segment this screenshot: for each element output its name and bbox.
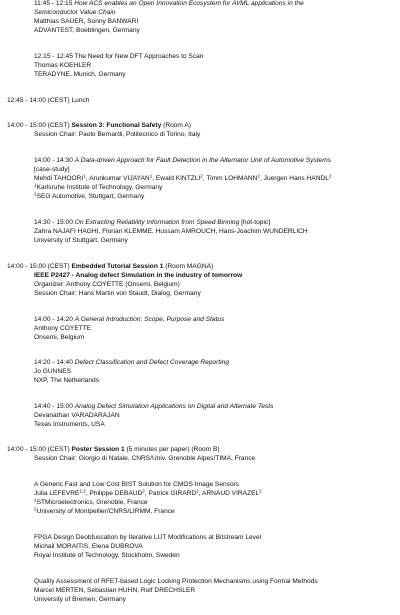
- program-line: [34, 53, 203, 61]
- affiliation-marker: 2: [200, 173, 203, 179]
- line-text: Anthony COYETTE: [34, 325, 92, 332]
- program-line: [34, 543, 143, 551]
- program-line: [34, 508, 175, 516]
- line-text: Mehdi TAHOORI: [34, 175, 84, 182]
- program-line: [34, 18, 138, 26]
- program-line: [34, 219, 270, 227]
- affiliation-marker: 1: [34, 182, 37, 188]
- line-text: Devanathan VARADARAJAN: [34, 412, 120, 419]
- line-text: (5 minutes per paper) (Room B): [124, 446, 220, 453]
- program-line: [34, 131, 200, 139]
- program-line: [34, 0, 304, 8]
- line-text: A Data-driven Approach for Fault Detection in the Alternator Unit of Automotive Systems: [74, 157, 331, 164]
- program-line: [7, 263, 213, 271]
- program-line: [34, 62, 91, 70]
- line-text: ADVANTEST, Boeblingen, Germany: [34, 27, 140, 34]
- line-text: 14:00 - 15:00 (CEST): [7, 263, 72, 270]
- affiliation-marker: 2: [34, 191, 37, 197]
- program-line: [34, 421, 105, 429]
- line-text: Defect Classification and Defect Coverage Reporting: [74, 359, 230, 366]
- line-text: NXP, The Netherlands: [34, 377, 99, 384]
- line-text: 12:45 - 14:00 (CEST) Lunch: [7, 97, 90, 104]
- line-text: Julia LEFEVRE: [34, 490, 80, 497]
- line-text: University of Montpellier/CNRS/LIRMM, France: [36, 508, 175, 515]
- program-line: [34, 228, 308, 236]
- line-text: (Room A): [161, 122, 191, 129]
- line-text: 14:00 - 14:20: [34, 316, 75, 323]
- line-text: [case-study]: [34, 166, 70, 173]
- program-line: [34, 377, 99, 385]
- line-text: A Generic Fast and Low Cost BIST Solution for CMOS Image Sensors: [34, 481, 240, 488]
- line-text: Michail MORAITIS, Elena DUBROVA: [34, 543, 143, 550]
- program-line: [34, 499, 148, 507]
- line-text: 14:00 - 14:30: [34, 157, 75, 164]
- program-line: [34, 316, 224, 324]
- program-line: [34, 281, 180, 289]
- line-text: Analog Defect Simulation Applications on Digital and Alternate Tests: [74, 403, 274, 410]
- line-text: A General Introduction: Scope, Purpose and Status: [74, 316, 225, 323]
- line-text: 14:40 - 15:00: [34, 403, 75, 410]
- line-text: 11:45 - 12:15: [34, 0, 75, 7]
- program-line: [34, 157, 331, 165]
- line-text: FPGA Design Deobfuscation by Iterative LUT Modifications at Bitstream Level: [34, 534, 262, 541]
- program-line: [34, 325, 91, 333]
- program-line: [34, 412, 120, 420]
- affiliation-marker: 1: [83, 173, 86, 179]
- line-text: Matthias SAUER, Sonny BANWARI: [34, 18, 139, 25]
- program-line: [34, 71, 126, 79]
- program-line: [34, 359, 229, 367]
- line-text: [hot-topic]: [239, 219, 271, 226]
- line-text: Marcel MERTEN, Sebastian HUHN, Rolf DRECHSLER: [34, 587, 196, 594]
- program-line: [34, 534, 261, 542]
- affiliation-marker: 2: [196, 488, 199, 494]
- line-text: Royal Institute of Technology, Stockholm, Sweden: [34, 552, 180, 559]
- program-line: [34, 587, 195, 595]
- line-text: 14:00 - 15:00 (CEST): [7, 122, 72, 129]
- line-text: University of Bremen, Germany: [34, 596, 126, 603]
- program-line: [34, 193, 144, 201]
- program-line: [7, 446, 220, 454]
- line-text: , Juergen Hans HANDL: [259, 175, 329, 182]
- line-text: Embedded Tutorial Session 1: [71, 263, 164, 270]
- line-text: 14:00 - 15:00 (CEST): [7, 446, 72, 453]
- program-line: [34, 9, 116, 17]
- program-line: [34, 368, 71, 376]
- program-line: [34, 175, 331, 183]
- line-text: Onsemi, Belgium: [34, 334, 85, 341]
- line-text: , ARNAUD VIRAZEL: [198, 490, 260, 497]
- line-text: Session Chair: Giorgio di Natale, CNRS/Univ. Grenoble Alpes/TIMA, France: [34, 455, 256, 462]
- line-text: How ACS enables an Open Innovation Ecosystem for AI/ML applications in the: [74, 0, 304, 7]
- program-line: [34, 166, 70, 174]
- line-text: Session Chair: Paolo Bernardi, Politecnico di Torino, Italy: [34, 131, 201, 138]
- affiliation-marker: 1,2: [79, 488, 86, 494]
- affiliation-marker: 2: [142, 488, 145, 494]
- line-text: SEG Automotive, Stuttgart, Germany: [36, 193, 145, 200]
- line-text: On Extracting Reliability Information from Speed Binning: [74, 219, 240, 226]
- affiliation-marker: 2: [34, 506, 37, 512]
- line-text: Karlsruhe Institute of Technology, Germany: [36, 184, 163, 191]
- line-text: STMicroelectronics, Grenoble, France: [36, 499, 148, 506]
- affiliation-marker: 1: [149, 173, 153, 179]
- line-text: Session 3: Functional Safety: [71, 122, 162, 129]
- line-text: 14:20 - 14:40: [34, 359, 75, 366]
- program-line: [34, 403, 273, 411]
- line-text: Jo GUNNES: [34, 368, 72, 375]
- line-text: , Philippe DEBAUD: [85, 490, 143, 497]
- line-text: Texas Instruments, USA: [34, 421, 105, 428]
- line-text: Semiconductor Value Chain: [34, 9, 116, 16]
- affiliation-marker: 1: [34, 497, 37, 503]
- program-line: [34, 290, 201, 298]
- line-text: (Room MAGNA): [163, 263, 214, 270]
- program-line: [34, 184, 162, 192]
- affiliation-marker: 2: [328, 173, 332, 179]
- program-line: [34, 481, 239, 489]
- program-line: [34, 272, 242, 280]
- program-line: [7, 122, 191, 130]
- line-text: Session Chair: Hans Martin von Staudt, Dialog, Germany: [34, 290, 201, 297]
- program-line: [34, 334, 84, 342]
- line-text: Quality Assessment of RFET-based Logic Locking Protection Mechanisms using Formal Methods: [34, 578, 318, 585]
- line-text: , Arunkumar VIJAYAN: [85, 175, 150, 182]
- line-text: 14:30 - 15:00: [34, 219, 75, 226]
- line-text: 12:15 - 12:45 The Need for New DFT Approaches to Scan: [34, 53, 204, 60]
- line-text: , Timm LOHMANN: [202, 175, 258, 182]
- program-line: [34, 455, 255, 463]
- line-text: IEEE P2427 - Analog defect Simulation in the industry of tomorrow: [34, 272, 243, 279]
- line-text: Organizer: Anthony COYETTE (Onsemi, Belgium): [34, 281, 180, 288]
- program-line: [34, 596, 126, 604]
- line-text: Poster Session 1: [71, 446, 125, 453]
- line-text: , Patrick GIRARD: [144, 490, 197, 497]
- line-text: Zahra NAJAFI HAGHI, Florian KLEMME, Hussam AMROUCH, Hans-Joachim WUNDERLICH: [34, 228, 308, 235]
- affiliation-marker: 2: [257, 173, 260, 179]
- line-text: , Ewald KINTZLI: [152, 175, 201, 182]
- line-text: Thomas KOEHLER: [34, 62, 92, 69]
- program-line: [34, 27, 140, 35]
- affiliation-marker: 2: [259, 488, 262, 494]
- program-line: [34, 237, 128, 245]
- line-text: University of Stuttgart, Germany: [34, 237, 128, 244]
- program-line: [7, 97, 89, 105]
- program-line: [34, 578, 318, 586]
- program-line: [34, 490, 262, 498]
- program-line: [34, 552, 180, 560]
- line-text: TERADYNE, Munich, Germany: [34, 71, 126, 78]
